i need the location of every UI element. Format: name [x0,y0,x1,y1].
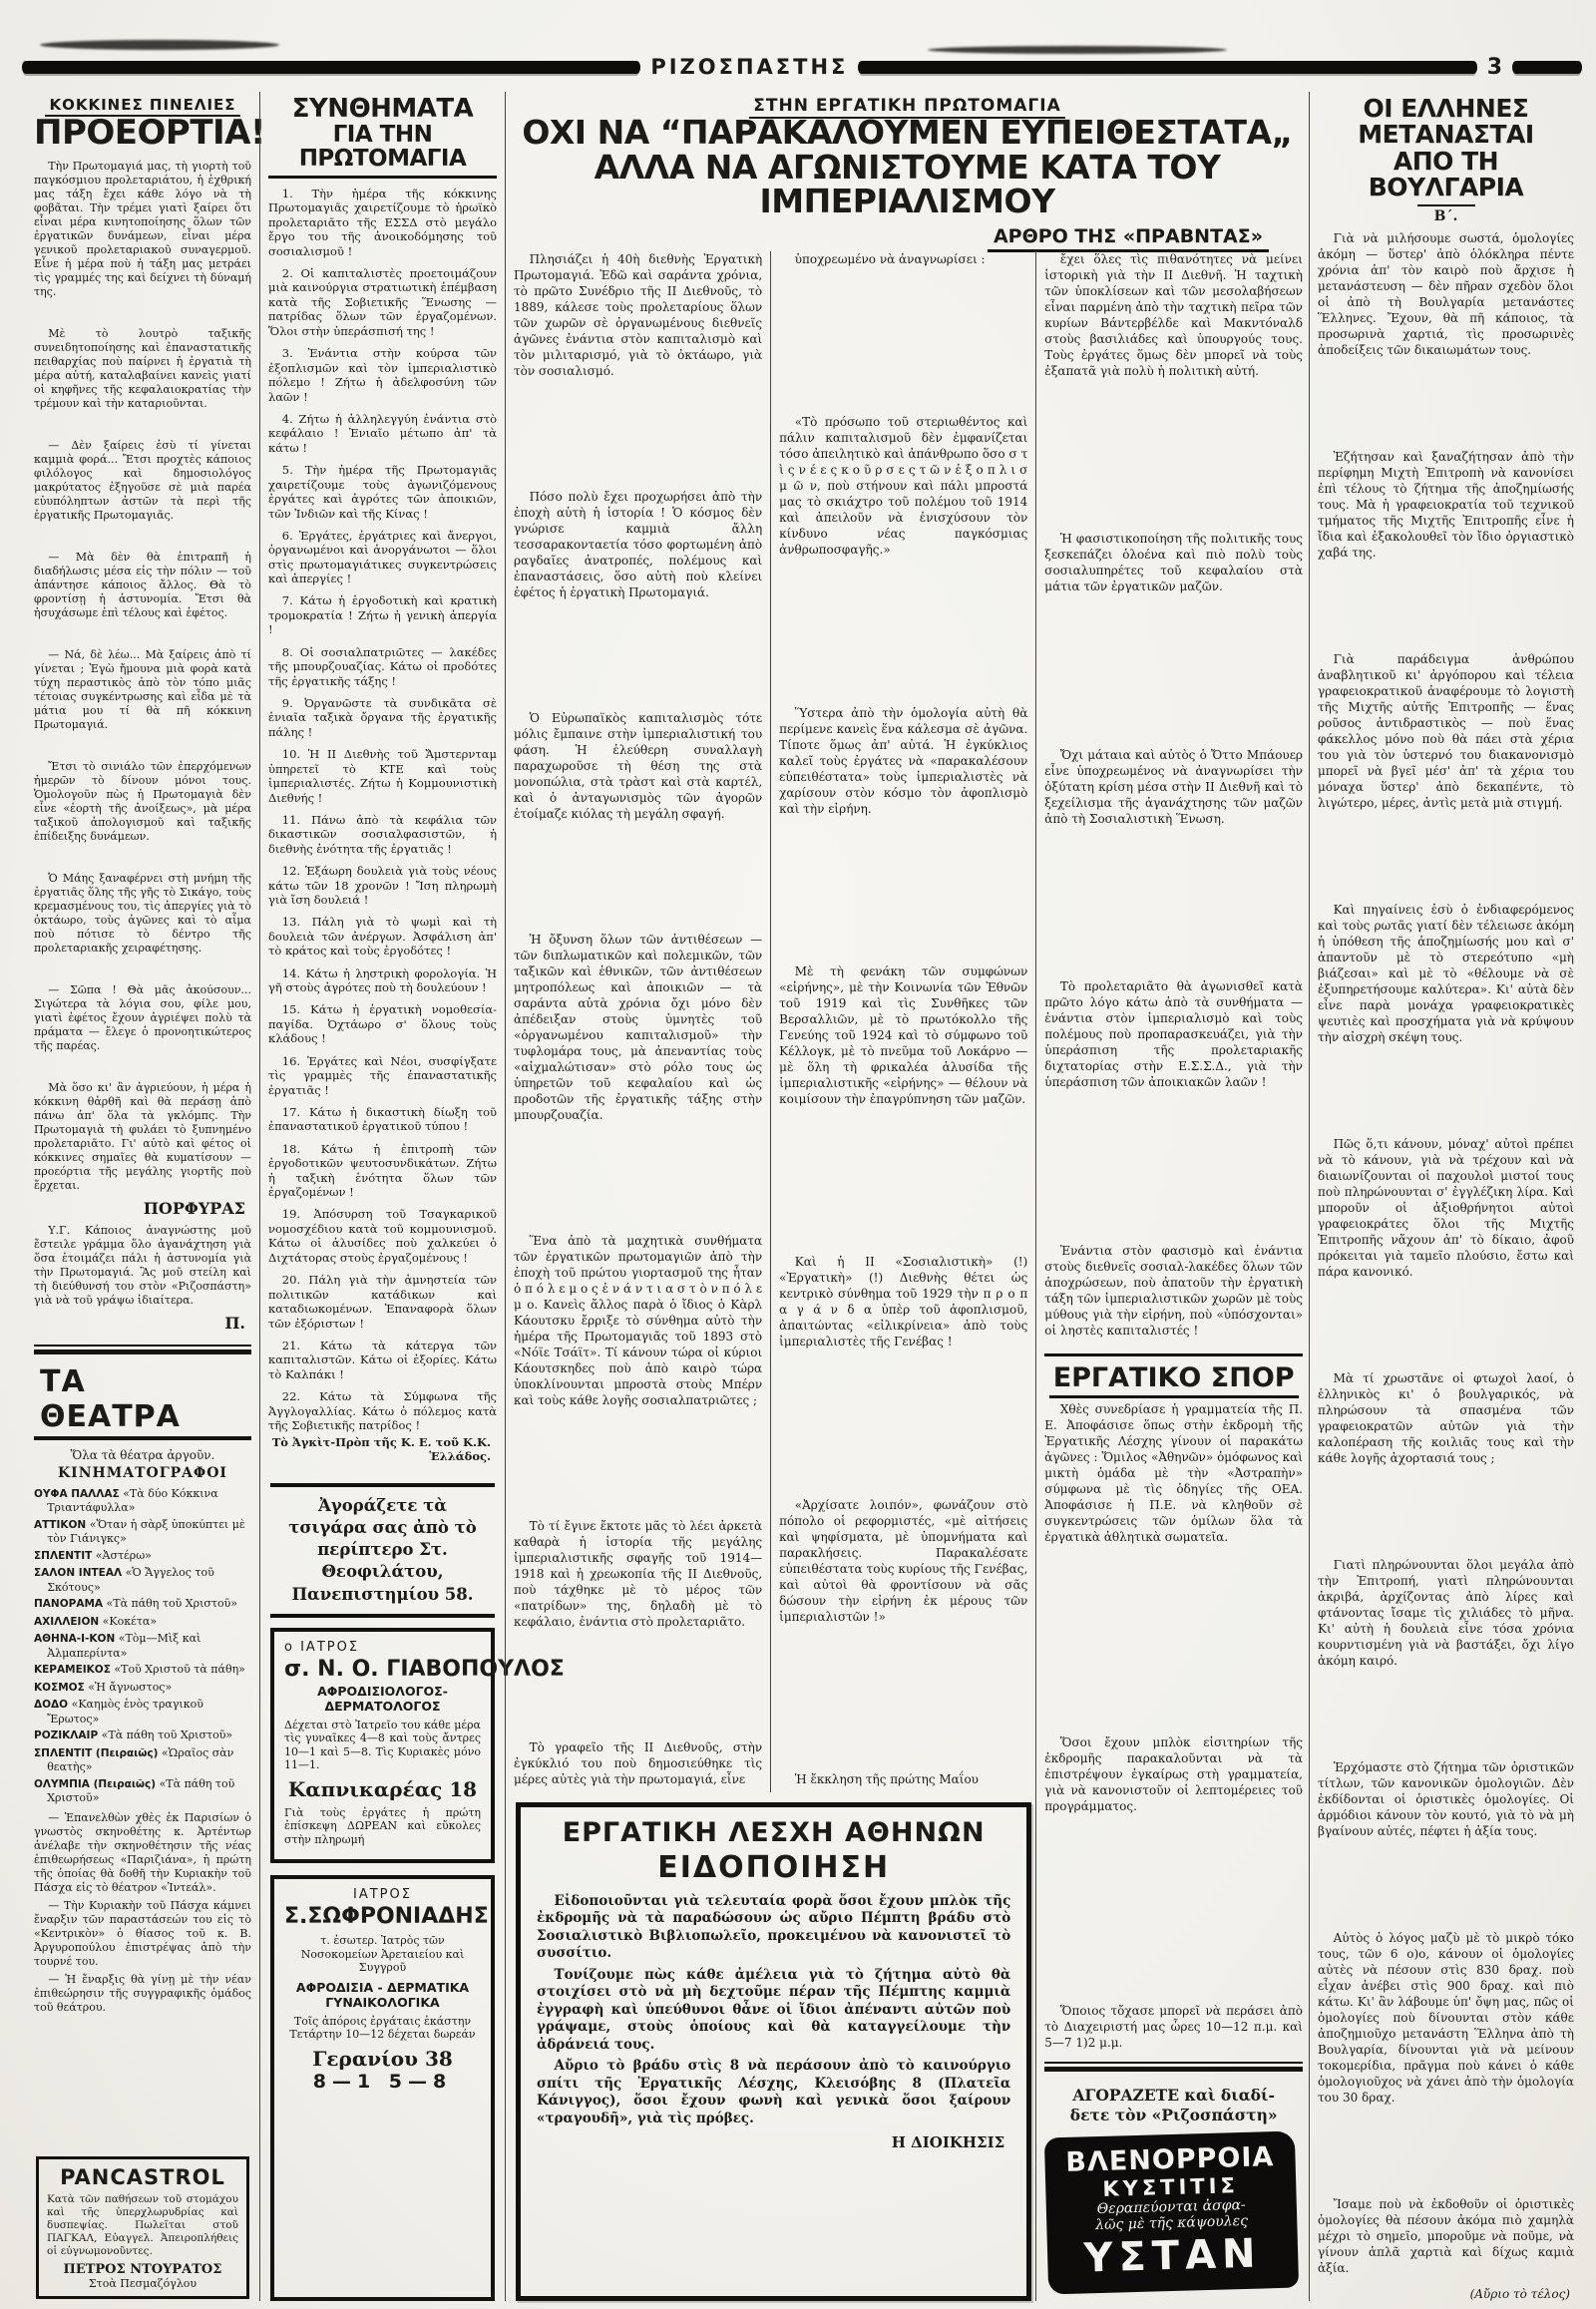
article-paragraph: Μὰ ὅσο κι' ἂν ἀγριεύουν, ἡ μέρα ἡ κόκκινη θἀρθῆ καὶ θὰ περάσῃ ἀπὸ πάνω ἀπ' ὅλα τὰ γκλόμπς. Τὴν Πρωτομαγιὰ τὴ φυλάει τὸ ξυπνημένο προλεταριᾶτο. Γι' αὐτὸ καὶ φέτος οἱ κόκκινες σημαῖες θὰ κυματίσουν — προεόρτια τῆς μεγάλης γιορτῆς ποὺ ἔρχεται. [34,1080,251,1192]
ad-line-blenorroia: ΒΛΕΝΟΡΡΟΙΑ [1065,2141,1276,2178]
ad-top-label: ο ΙΑΤΡΟΣ [284,1639,360,1655]
slogan-item: 12. Ἑξάωρη δουλειὰ γιὰ τοὺς νέους κάτω τῶν 18 χρονῶν ! Ἴση πληρωμὴ γιὰ ἴση δουλειά ! [268,864,497,908]
workers-sport-title [1044,1353,1303,1393]
article-paragraph: Ἡ ἔκκληση τῆς πρώτης Μαΐου [794,1771,979,1786]
article-part-mark: Β΄. [1417,204,1475,224]
emigrants-headline-line2: ΑΠΟ ΤΗ ΒΟΥΛΓΑΡΙΑ [1368,146,1524,201]
doctor-name: σ. Ν. Ο. ΓΙΑΒΟΠΟΥΛΟΣ [284,1656,565,1682]
main-article-right [1035,251,1309,2301]
theatre-note: — Τὴν Κυριακὴν τοῦ Πάσχα κάμνει ἔναρξιν τῶν παραστάσεών του εἰς τὸ «Κεντρικὸν» ὁ θίασος τοῦ κ. Β. Ἀργυροπούλου ἐπιστρέψας ἀπὸ τὴν τουρνέ του. [34,1898,251,1968]
article-paragraph: Καὶ ἡ ΙΙ «Σοσιαλιστικὴ» (!) «Ἐργατικὴ» (!) Διεθνὴς θέτει ὡς κεντρικὸ σύνθημα τοῦ 1929 τὴν π ρ ο π α γ ά ν δ α ὑπὲρ τοῦ ἀφοπλισμοῦ, ἀπαιτώντας «εἰλικρίνεια» ἀπὸ τοὺς ἰμπεριαλιστὲς τῆς Γενέβας ! [779,1255,1028,1349]
main-headline-line1: ΟΧΙ ΝΑ “ΠΑΡΑΚΑΛΟΥΜΕΝ ΕΥΠΕΙΘΕΣΤΑΤΑ„ [522,113,1293,152]
article-paragraph: Ὁ Μάης ξαναφέρνει στὴ μνήμη τῆς ἐργατιᾶς ὅλης τῆς γῆς τὸ Σικάγο, τοὺς κρεμασμένους του, τὶς ἀπεργίες γιὰ τὸ ὀκτάωρο, τοὺς ἀγῶνες καὶ τὸ αἷμα ποὺ πότισε τὸ δέντρο τῆς προλεταριακῆς χειραφέτησης. [34,871,251,955]
cinemas-subtitle: ΚΙΝΗΜΑΤΟΓΡΑΦΟΙ [58,1464,227,1481]
article-paragraph: Πῶς ὅ,τι κάνουν, μόναχ' αὐτοὶ πρέπει νὰ τὸ κάνουν, γιὰ νὰ τρέχουν καὶ νὰ διαιωνίζουνται οἱ παχουλοὶ μιστοί τους ποὺ πληρώνουνται σ' ἐγγλέζικη λίρα. Καὶ μποροῦν οἱ ἀξιοθρήνητοι αὐτοὶ γραφειοκράτες ὅλοι τῆς Μιχτῆς Ἐπιτροπῆς νἄχουν ἀπ' τὸ δίκαιο, ἀφοῦ πρόκειται γιὰ ταμεῖο πλούσιο, ἔστω καὶ πάρα κανονικό. [1318,1137,1574,1279]
slogan-item: 18. Κάτω ἡ ἐπιτροπὴ τῶν ἐργοδοτικῶν ψευτοσυνδικάτων. Ζήτω ἡ ταξικὴ ἑνότητα ὅλων τῶν ἐργαζομένων ! [268,1141,497,1200]
doctor-credentials: τ. ἐσωτερ. Ἰατρὸς τῶν Νοσοκομείων Ἀρεταιείου καὶ Συγγροῦ [300,1934,465,1975]
article-paragraph: Πόσο πολὺ ἔχει προχωρήσει ἀπὸ τὴν ἐποχὴ αὐτὴ ἡ ἱστορία ! Ὁ κόσμος δὲν γνώρισε καμμιὰ ἄλλη τεσσαρακονταετία τόσο φορτωμένη ἀπὸ ραγδαῖες ἀνατροπές, πολέμους καὶ ἐπαναστάσεις, ὅσο αὐτὴ ποὺ κλείνει ἐφέτος ἡ ἐργατικὴ Πρωτομαγιά. [514,489,763,599]
article-paragraph: — Σῶπα ! Θὰ μᾶς ἀκούσουν... Σιγώτερα τὰ λόγια σου, φίλε μου, γιατὶ ἐφέτος ἔχουν ἀγριέψει πολὺ τὰ πράματα — ἔλεγε ὁ προνοητικώτερος τῆς παρέας. [34,982,251,1052]
main-article-body [506,251,1309,2301]
column1-article-body [34,160,251,1197]
newspaper-title: ΡΙΖΟΣΠΑΣΤΗΣ [650,55,849,79]
notice-paragraph: Αὔριο τὸ βράδυ στὶς 8 νὰ περάσουν ἀπὸ τὸ καινούργιο σπίτι τῆς Ἐργατικῆς Λέσχης, Κλεισόβης 8 (Πλατεῖα Κάνιγγος), ὅσοι ἔχουν φωνὴ καὶ γενικὰ ὅσοι ξαίρουν «τραγουδῆ», γιὰ τὶς πρόβες. [537,2058,1011,2126]
article-paragraph: Ἐνάντια στὸν φασισμὸ καὶ ἐνάντια στοὺς διεθνεῖς σοσιαλ-λακέδες ὅλων τῶν ἀποχρώσεων, ποὺ ἀπατοῦν τὴν ἐργατικὴ τάξη τῶν ἰμπεριαλιστικῶν χωρῶν μὲ τοὺς μύθους γιὰ τὴν εἰρήνη, ποὺ «ὑπόσχονται» οἱ ληστὲς καπιταλιστές ! [1044,1243,1303,1338]
theatre-note: — Ἡ ἔναρξις θὰ γίνῃ μὲ τὴν νέαν ἐπιθεώρησιν τῆς συγγραφικῆς ὁμάδος τοῦ θεάτρου. [34,1972,251,2014]
slogan-item: 4. Ζήτω ἡ ἀλληλεγγύη ἐνάντια στὸ κεφάλαιο ! Ἑνιαῖο μέτωπο ἀπ' τὰ κάτω ! [268,411,497,455]
article-paragraph: Τὴν Πρωτομαγιά μας, τὴ γιορτὴ τοῦ παγκόσμιου προλεταριάτου, ἡ ἐχθρική μας τάξη ἔχει κάθε λόγο νὰ τὴ φοβᾶται. Τὴν τρέμει γιατὶ ξαίρει ὅτι εἶναι μέρα κινητοποίησης ὅλων τῶν ἐργατικῶν δυνάμεων, εἶναι μέρα γενικοῦ προλεταριακοῦ συναγερμοῦ. Εἶνε ἡ μέρα ποὺ ἡ τάξη μας μετράει τὶς γραμμές της καὶ δείχνει τὴ δύναμή της. [34,159,251,298]
column1-postscript [34,1224,251,1312]
buy-note-line2: δετε τὸν «Ριζοσπάστη» [1069,2105,1278,2124]
article-paragraph: ἔχει ὅλες τὶς πιθανότητες νὰ μείνει ἱστορικὴ γιὰ τὴν ΙΙ Διεθνῆ. Ἡ ταχτικὴ τῶν ὑποκλίσεων καὶ τῶν μεσολαβήσεων εἶναι παρμένη ἀπὸ τὴν ταχτικὴ πεῖρα τῶν κυρίων Βάντερβέλδε καὶ Μακντόναλδ στοὺς βασιλιάδες καὶ ὑπουργούς τους. Τοὺς ἐργάτες ὅμως δὲν μπορεῖ νὰ τοὺς ἐξαπατᾶ γιὰ πολὺ ἡ πολιτικὴ αὐτή. [1044,251,1303,378]
slogan-item: 6. Ἐργάτες, ἐργάτριες καὶ ἄνεργοι, ὀργανωμένοι καὶ ἀνοργάνωτοι — ὅλοι στὶς πρωτομαγιάτικες συγκεντρώσεις καὶ ἀπεργίες ! [268,528,497,586]
sport-paragraph: Ὅποιος τὄχασε μπορεῖ νὰ περάσει ἀπὸ τὸ Διαχειριστή μας ὧρες 10—12 π.μ. καὶ 5—7 1)2 μ.μ. [1044,2004,1303,2051]
ystan-brand: ΥΣΤΑΝ [1083,2230,1263,2282]
article-paragraph: Ὕστερα ἀπὸ τὴν ὁμολογία αὐτὴ θὰ περίμενε κανεὶς ἕνα κάλεσμα σὲ ἀγῶνα. Τίποτε ὅμως ἀπ' αὐτά. Ἡ ἐγκύκλιος καλεῖ τοὺς ἐργάτες νὰ «παρακαλέσουν εὐπειθέστατα» τοὺς ἰμπεριαλιστὲς νὰ χαρίσουν στὸν κόσμο τὸν ἀφοπλισμὸ καὶ τὴν εἰρήνη. [779,705,1028,816]
article-paragraph: Ἴσαμε ποὺ νὰ ἐκδοθοῦν οἱ ὁριστικὲς ὁμολογίες θὰ πέσουν ἀκόμα πιὸ χαμηλὰ μέχρι τὸ σημεῖο, μποροῦμε νὰ ποῦμε, νὰ γίνουν ἁπλᾶ χαρτιὰ καὶ δίχως καμιὰ ἀξία. [1318,2197,1574,2275]
slogan-item: 17. Κάτω ἡ δικαστικὴ δίωξη τοῦ ἐπαναστατικοῦ ἐργατικοῦ τύπου ! [268,1104,497,1134]
postscript-signature: Π. [224,1313,245,1333]
slogans-list [268,187,497,1433]
slogan-item: 20. Πάλη γιὰ τὴν ἀμνηστεία τῶν πολιτικῶν κατάδικων καὶ καταδιωκομένων. Ἐπαναφορὰ ὅλων τῶν ἐξόριστων ! [268,1273,497,1331]
masthead-rule [1512,61,1582,74]
page-number: 3 [1486,54,1503,80]
article-columns-ab [506,251,1035,1792]
slogans-signature: Τὸ Ἀγκὶτ-Πρὸπ τῆς Κ. Ε. τοῦ Κ.Κ. Ἑλλάδος. [271,1434,491,1463]
theatre-note: — Ἐπανελθὼν χθὲς ἐκ Παρισίων ὁ γνωστὸς σκηνοθέτης κ. Ἀρτέντωρ ἀνέλαβε τὴν σκηνοθέτησιν τῆς νέας ἐπιθεωρήσεως «Παριζιάνα», ἡ πρώτη τῆς ὁποίας θὰ δοθῆ τὴν Κυριακὴν τοῦ Πάσχα εἰς τὸ θέατρον «Ἰντεάλ». [34,1810,251,1894]
main-article-section [505,92,1309,2301]
notice-subtitle: ΕΙΔΟΠΟΙΗΣΗ [657,1849,891,1885]
slogan-item: 2. Οἱ καπιταλιστὲς προετοιμάζουν μιὰ καινούργια στρατιωτικὴ ἐπέμβαση κατὰ τῆς Σοβιετικῆς Ἕνωσης — πατρίδας ὅλων τῶν ἐργαζομένων. Ὅλοι στὴν ὑπεράσπισή της ! [268,265,497,338]
article-paragraph: Ὄχι μάταια καὶ αὐτὸς ὁ Ὄττο Μπάουερ εἶνε ὑποχρεωμένος νὰ ἀναγνωρίσει τὴν ὀξύτατη κρίση μέσα στὴν ΙΙ Διεθνῆ καὶ τὸ ξεχείλισμα τῆς ἀγανάχτησης τῶν μαζῶν ἀπὸ τὴ Σοσιαλιστικὴ Ἕνωση. [1044,747,1303,826]
pancastrol-body: Κατὰ τῶν παθήσεων τοῦ στομάχου καὶ τῆς ὑπερχλωρυδρίας καὶ δυσπεψίας. Πωλεῖται στοῦ ΠΑΓΚΑΛ, Εὐαγγελ. Ἀπειροπλήθεις οἱ εὐγνωμονοῦντες. [47,2193,238,2257]
article-paragraph: Γιατὶ πληρώνουνται ὅλοι μεγάλα ἀπὸ τὴν Ἐπιτροπή, γιατὶ πληρώνουνται ἀκριβά, ἀρχίζοντας ἀπὸ λίρες καὶ φτάνοντας ἴσαμε τὶς χιλιάδες τὸ μῆνα. Κι' αὐτὴ ἡ δουλειὰ εἶνε τόσα χρόνια κουρντισμένη γιὰ νὰ βαστάξει, ὄχι λίγο ἀκόμη καιρό. [1318,1558,1574,1668]
article-paragraph: ὑποχρεωμένο νὰ ἀναγνωρίσει : [794,251,986,266]
sport-paragraph: Ὅσοι ἔχουν μπλὸκ εἰσιτηρίων τῆς ἐκδρομῆς παρακαλοῦνται νὰ τὰ ἐπιστρέψουν ἐγκαίρως στὴ γραμματεία, γιὰ νὰ κανονιστοῦν οἱ λεπτομέρειες τοῦ προγράμματος. [1044,1734,1303,1813]
emigrants-article-body [1318,230,1574,2281]
article-paragraph: Ἐρχόμαστε στὸ ζήτημα τῶν ὁριστικῶν τίτλων, τῶν κανονικῶν ὁμολογιῶν. Δὲν ἐκδίδονται οἱ ὁριστικὲς ὁμολογίες. Οἱ ἁρμόδιοι κάνουν τὸν κουτό, γιὰ τὸ νὰ μὴ βγαίνουν αὐτές, πέφτει ἡ ἀξία τους. [1318,1760,1574,1838]
cinema-listing: ΣΑΛΟΝ ΙΝΤΕΑΛ «Ὁ Ἄγγελος τοῦ Σκότους» [34,1566,214,1594]
notice-signature: Η ΔΙΟΙΚΗΣΙΣ [891,2133,1005,2152]
cinema-listing: ΟΥΦΑ ΠΑΛΛΑΣ «Τὰ δύο Κόκκινα Τριαντάφυλλα» [34,1486,218,1515]
column1-headline: ΠΡΟΕΟΡΤΙΑ! [34,113,265,153]
notice-title: ΕΡΓΑΤΙΚΗ ΛΕΣΧΗ ΑΘΗΝΩΝ [562,1816,986,1848]
ad-line-cure1: Θεραπεύονται ἀσφα- [1096,2196,1247,2218]
pancastrol-address: Στοὰ Πεσμαζόγλου [88,2277,198,2290]
section-divider [1044,2062,1303,2072]
notice-body [537,1893,1010,2132]
doctor-specialty: ΑΦΡΟΔΙΣΙΟΛΟΓΟΣ-ΔΕΡΜΑΤΟΛΟΓΟΣ [317,1683,448,1714]
article-paragraph: Τὸ προλεταριᾶτο θὰ ἀγωνισθεῖ κατὰ πρῶτο λόγο κάτω ἀπὸ τὰ συνθήματα — ἐνάντια στὸν ἰμπεριαλισμὸ καὶ τοὺς πολέμους ποὺ προπαρασκευάζει, γιὰ τὴν ὑπεράσπιση τῆς προλεταριακῆς διχτατορίας στὴν Ε.Σ.Σ.Δ., γιὰ τὴν ὑπεράσπιση τῶν ἀποικιακῶν λαῶν ! [1044,979,1303,1090]
main-article-header [506,96,1309,251]
slogan-item: 9. Ὀργανῶστε τὰ συνδικᾶτα σὲ ἑνιαῖα ταξικὰ ὄργανα τῆς ἐργατικῆς πάλης ! [268,695,497,739]
pancastrol-brand: PANCASTROL [60,2165,225,2189]
buy-rizospastis-note [1044,2086,1303,2124]
article-paragraph: — Μὰ δὲν θὰ ἐπιτραπῆ ἡ διαδήλωσις μέσα εἰς τὴν πόλιν — τοῦ ἀπάντησε κάποιος ἄλλος. Θὰ τὸ φροντίσῃ ἡ ἀστυνομία. Ἔτσι θὰ ἡσυχάσωμε ἐπὶ τέλους καὶ ἐφέτος. [34,550,251,619]
doctor-note: Τοῖς ἀπόροις ἐργάταις ἑκάστην Τετάρτην 10—12 δέχεται δωρεάν [289,2014,476,2042]
doctor-note: Γιὰ τοὺς ἐργάτες ἡ πρώτη ἐπίσκεψη ΔΩΡΕΑΝ καὶ εὔκολες στὴν πληρωμή [284,1805,481,1846]
cinema-listing: ΟΛΥΜΠΙΑ (Πειραιῶς) «Τὰ πάθη τοῦ Χριστοῦ» [34,1776,235,1805]
theatres-title: ΤΑ ΘΕΑΤΡΑ [34,1364,251,1440]
giavopoulos-doctor-ad [270,1628,565,1864]
column-red-brushstrokes [26,92,265,2301]
article-paragraph: Ὁ Εὐρωπαϊκὸς καπιταλισμὸς τότε μόλις ἔμπαινε στὴν ἰμπεριαλιστική του φάση. Ἡ ἐλεύθερη συναλλαγὴ παραχωροῦσε τὴ θέση της στὰ μονοπώλια, στὰ τρὰστ καὶ στὰ καρτέλ, καὶ ὁ ἀνταγωνισμὸς τῶν ἀγορῶν ἑτοίμαζε κιόλας τὴ μεγάλη σφαγή. [514,710,763,821]
article-paragraph: Ἡ φασιστικοποίηση τῆς πολιτικῆς τους ξεσκεπάζει ὁλοένα καὶ πιὸ πολὺ τοὺς σοσιαλυπηρέτες τοῦ κεφαλαίου στὰ μάτια τῶν ἐργατικῶν μαζῶν. [1044,532,1303,594]
doctor-hours: Δέχεται στὸ Ἰατρεῖο του κάθε μέρα τὶς γυναῖκες 4—8 καὶ τοὺς ἄντρες 10—1 καὶ 5—8. Τὶς Κυριακὲς μόνο 11—1. [284,1718,481,1772]
slogan-item: 7. Κάτω ἡ ἐργοδοτικὴ καὶ κρατικὴ τρομοκρατία ! Ζήτω ἡ γενικὴ ἀπεργία ! [268,593,497,637]
column-greek-emigrants [1309,92,1582,2301]
doctor-hours: 8—1 5—8 [312,2070,453,2093]
ad-line-cure2: λῶς μὲ τῆς κάψουλες [1095,2212,1249,2234]
theatres-section [34,1360,251,2019]
doctor-specialty: ΑΦΡΟΔΙΣΙΑ - ΔΕΡΜΑΤΙΚΑ [295,1979,470,1995]
subhead-text: ΑΡΘΡΟ ΤΗΣ «ΠΡΑΒΝΤΑΣ» [988,225,1269,252]
ystan-capsules-ad [1044,2131,1299,2295]
masthead-rule [858,61,1476,74]
column1-kicker [34,96,251,114]
slogan-item: 10. Ἡ ΙΙ Διεθνὴς τοῦ Ἄμστερνταμ ὑπηρετεῖ τὸ ΚΤΕ καὶ τοὺς ἰμπεριαλιστές. Ζήτω ἡ Κομμουνιστικὴ Διεθνής ! [268,747,497,805]
theatres-status: Ὅλα τὰ θέατρα ἀργοῦν. [70,1447,215,1462]
article-paragraph: Πλησιάζει ἡ 40ὴ διεθνὴς Ἐργατικὴ Πρωτομαγιά. Ἐδῶ καὶ σαράντα χρόνια, τὸ πρῶτο Συνέδριο τῆς ΙΙ Διεθνοῦς, τὸ 1889, κάλεσε τοὺς προλεταρίους ὅλων τῶν χωρῶν σὲ ὀργανωμένους διεθνεῖς ἀγῶνες ἐνάντια στὸν καπιταλισμὸ καὶ τὸν μιλιταρισμό, γιὰ τὸ ὀκτάωρο, γιὰ τὸν σοσιαλισμό. [514,251,763,378]
cinema-listings [34,1487,251,1805]
main-article-subhead [506,225,1309,247]
kicker-text: ΚΟΚΚΙΝΕΣ ΠΙΝΕΛΙΕΣ [45,96,239,117]
ink-smear [40,40,279,50]
article-paragraph: Μὲ τὸ λουτρὸ ταξικῆς συνειδητοποίησης καὶ ἐπαναστατικῆς πειθαρχίας ποὺ παίρνει ἡ ἐργατιὰ τὴ μέρα αὐτή, καταλαβαίνει κανεὶς γιατί οἱ κηφῆνες τῆς κεφαλαιοκρατίας τὴν τρέμουν καὶ τὴν καταριοῦνται. [34,326,251,410]
theatre-notes [34,1811,251,2019]
article-paragraph: Ἡ ὄξυνση ὅλων τῶν ἀντιθέσεων — τῶν διπλωματικῶν καὶ πολεμικῶν, τῶν ταξικῶν καὶ ἐθνικῶν, τῶν ἀντιθέσεων μητροπόλεως καὶ ἀποικιῶν — τὰ σαράντα αὐτὰ χρόνια ὄχι μόνο δὲν ἀπέδειξαν στοὺς ὑμνητὲς τοῦ «ὀργανωμένου καπιταλισμοῦ» τὴν τυφλομάρα τους, μὰ ἀπεναντίας τοὺς «αἰχμαλώτισαν» στὸ ρόλο τους ὡς ὑπηρετῶν τοῦ κεφαλαίου καὶ ὡς προδοτῶν τῆς ἐργατικῆς τάξης στὴν μπουρζουαζία. [514,932,763,1122]
slogan-item: 19. Ἀπόσυρση τοῦ Τσαγκαρικοῦ νομοσχέδιου κατὰ τοῦ κομμουνισμοῦ. Κάτω οἱ ἁλυσίδες ποὺ χαλκεύει ὁ Διχτάτορας στοὺς ἐργαζομένους ! [268,1207,497,1265]
main-article-left [506,251,1035,2301]
article-column-a [506,251,770,1792]
sport-paragraph: Χθὲς συνεδρίασε ἡ γραμματεία τῆς Π. Ε. Ἀποφάσισε ὅπως στὴν ἐκδρομὴ τῆς Ἐργατικῆς Λέσχης γίνουν οἱ παρακάτω ἀγῶνες : Ὅμιλος «Ἀθηνῶν» ὁμόφωνος καὶ μικτὴ ὁμάδα μὲ τὴν «Ἀστραπὴν» σύμφωνα μὲ τὶς ὁδηγίες τῆς ΟΕΑ. Ἀποφάσισε ἡ Π.Ε. νὰ κληθοῦν σὲ συγκεντρώσεις τῶν ὁμίλων ὅλα τὰ ἐργατικὰ ἀθλητικὰ σωματεῖα. [1044,1401,1303,1544]
article-paragraph: Καὶ πηγαίνεις ἐσὺ ὁ ἐνδιαφερόμενος καὶ τοὺς ρωτᾶς γιατί δὲν τέλειωσε ἀκόμη ἡ ὑπόθεση τῆς ἀποζημίωσής μου καὶ σ' ἀπαντοῦν μὲ τὸ στερεότυπο «μὴ βιάζεσαι» καὶ μὲ τὸ «θέλουμε νὰ σὲ ἐξυπηρετήσουμε καλύτερα». Κι' αὐτὰ δὲν εἶνε παρὰ μονάχα γραφειοκρατικὲς ψευτιὲς καὶ προσχήματα γιὰ νὰ κρύψουν τὴν αἰσχρὴ σκέψη τους. [1318,903,1574,1044]
doctor-name: Σ.ΣΩΦΡΟΝΙΑΔΗΣ [284,1904,489,1930]
article-paragraph: — Δὲν ξαίρεις ἐσὺ τί γίνεται καμμιὰ φορά... Ἔτσι προχτὲς κάποιος φιλόλογος καὶ δημοσιολόγος μακρύτατος ἐξηγοῦσε σὲ μιὰ παρέα εὐυπόληπτων ἀστῶν τὰ περὶ τῆς ἐργατικῆς Πρωτομαγιᾶς. [34,438,251,522]
title-text: ΕΡΓΑΤΙΚΟ ΣΠΟΡ [1049,1362,1299,1398]
cinema-listing: ΔΟΔΟ «Καημὸς ἑνὸς τραγικοῦ Ἔρωτος» [34,1698,203,1726]
notice-paragraph: Τονίζουμε πὼς κάθε ἀμέλεια γιὰ τὸ ζήτημα αὐτὸ θὰ στοιχίσει στὸ νὰ μὴ δεχτοῦμε πέραν τῆς Πέμπτης καμμιὰ ἐγγραφὴ καὶ ὑπεύθυνοι θἆνε οἱ ἴδιοι ἀπέναντι αὐτῶν ποὺ γράψαμε, στοὺς ὁποίους καὶ θὰ καταγγείλουμε τὴν ἀδράνειά τους. [537,1966,1011,2053]
doctor-address: Καπνικαρέας 18 [287,1776,478,1801]
cinema-listing: ΑΧΙΛΛΕΙΟΝ «Κοκέτα» [34,1614,158,1628]
article-paragraph: Γιὰ νὰ μιλήσουμε σωστά, ὁμολογίες ἀκόμη — ὕστερ' ἀπὸ ὁλόκληρα πέντε χρόνια ἀπ' τὸν καιρὸ ποὺ ἄρχισε ἡ μετανάστευση — δὲν πῆραν σχεδὸν ὅλοι οἱ ἀπὸ τὴ Βουλγαρία μετανάστες Ἕλληνες. Ἔχουν, θὰ πῆ κάποιος, τὰ προσωρινὰ χαρτιά, τὶς προσωρινὲς ἀποδείξεις τῶν δικαιωμάτων τους. [1318,231,1574,357]
article-paragraph: Ἕνα ἀπὸ τὰ μαχητικὰ συνθήματα τῶν ἐργατικῶν πρωτομαγιῶν ἀπὸ τὴν ἐποχὴ τοῦ πρώτου γιορτασμοῦ της ἦταν ὁ π ό λ ε μ ο ς ἐ ν ά ν τ ι α σ τ ὸ ν π ό λ ε μ ο. Κανεὶς ἄλλος παρὰ ὁ ἴδιος ὁ Κὰρλ Κάουτσκυ ἔρριξε τὸ σύνθημα αὐτὸ τὴν ἡμέρα τῆς Πρωτομαγιᾶς τοῦ 1893 στὸ «Νόϊε Τσάϊτ». Τί κάνουν τώρα οἱ κύριοι Κάουτσκηδες ποὺ ἀπὸ καιρὸ τώρα ὑποκλίνουνται μπροστὰ στοὺς Μπέρν καὶ τοὺς κάθε λογῆς σοσιαλπατριῶτες ; [514,1233,763,1407]
emigrants-headline-line1: ΟΙ ΕΛΛΗΝΕΣ ΜΕΤΑΝΑΣΤΑΙ [1358,94,1534,150]
column-mayday-slogans [259,92,565,2301]
workers-sport-body [1044,1401,1303,2056]
article-paragraph: Μὲ τὴ φενάκη τῶν συμφώνων «εἰρήνης», μὲ τὴν Κοινωνία τῶν Ἐθνῶν τοῦ 1919 καὶ τὶς Συνθῆκες τῶν Βερσαλλιῶν, μὲ τὸ πρωτόκολλο τῆς Γενεύης τοῦ 1924 καὶ τὸ σύμφωνο τοῦ Κέλλογκ, μὲ τὸ πνεῦμα τοῦ Λοκάρνο — μὲ ὅλη τὴ φρικαλέα ἁλυσίδα τῆς ἰμπεριαλιστικῆς «εἰρήνης» — θέλουν νὰ κοιμίσουν τὴν ἐπαγρύπνηση τῶν μαζῶν. [779,963,1028,1106]
to-be-continued-note: (Αὔριο τὸ τέλος) [1469,2287,1570,2301]
article-paragraph: Τὸ γραφεῖο τῆς ΙΙ Διεθνοῦς, στὴν ἐγκύκλιό του ποὺ δημοσιεύθηκε τὶς μέρες αὐτὲς γιὰ τὴν πρωτομαγιά, εἶνε [514,1739,763,1786]
page-columns [26,92,1582,2301]
slogan-item: 1. Τὴν ἡμέρα τῆς κόκκινης Πρωτομαγιᾶς χαιρετίζουμε τὸ ἡρωϊκὸ προλεταριᾶτο τῆς ΕΣΣΔ στὸ μεγάλο ἔργο του τῆς ἀνοικοδόμησης τοῦ σοσιαλισμοῦ ! [268,186,497,258]
kiosk-cigarettes-ad: Ἀγοράζετε τὰ τσιγάρα σας ἀπὸ τὸ περίπτερο Στ. Θεοφιλάτου, Πανεπιστημίου 58. [270,1483,495,1618]
slogan-item: 14. Κάτω ἡ ληστρικὴ φορολογία. Ἡ γῆ στοὺς ἀγρότες ποὺ τὴ δουλεύουν ! [268,965,497,995]
article-paragraph: Αὐτὸς ὁ λόγος μαζὺ μὲ τὸ μικρὸ τόκο τους, τῶν 6 ο)ο, κάνουν οἱ ὁμολογίες αὐτὲς νὰ πέσουν στὶς 830 δραχ. ποὺ εἶχαν ἀνέβει στὶς 900 δραχ. καὶ πιὸ κάτω. Κι' ἂν λάβουμε ὑπ' ὄψη μας, πῶς οἱ ὁμολογίες ποὺ δίνουνται στὸν κάθε ἀποζημιοῦχο μετανάστη Ἕλληνα ἀπὸ τὴ Βουλγαρία, δίνουνται γιὰ νὰ μείνουν τοκομερίδια, πρᾶγμα ποὺ κάνει ὁ κάθε ὁμολογιοῦχος νὰ χάνει ἀπὸ τὴν ὁμολογία του 30 δραχ. [1318,1931,1574,2105]
slogan-item: 16. Ἐργάτες καὶ Νέοι, συσφίγξατε τὶς γραμμὲς τῆς ἐπαναστατικῆς ἐργατιᾶς ! [268,1053,497,1097]
article-paragraph: Ἔτσι τὸ σινιάλο τῶν ἐπερχόμενων ἡμερῶν τὸ δίνουν μόνοι τους. Ὁμολογοῦν πὼς ἡ Πρωτομαγιὰ δὲν εἶνε «ἑορτὴ τῆς ἀνοίξεως», μὰ μέρα ταξικοῦ ἀπολογισμοῦ καὶ ταξικῆς ἐπίδειξης δυνάμεων. [34,759,251,843]
doctor-specialty: ΓΥΝΑΙΚΟΛΟΓΙΚΑ [325,1994,440,2010]
buy-note-line1: ΑΓΟΡΑΖΕΤΕ καὶ διαδί- [1072,2086,1275,2106]
cinema-listing: ΑΘΗΝΑ-Ι-ΚΟΝ «Τὸμ—Μὶξ καὶ Ἀλμαπερίντα» [34,1632,201,1660]
slogan-item: 22. Κάτω τὰ Σύμφωνα τῆς Ἀγγλογαλλίας. Κάτω ὁ πόλεμος κατὰ τῆς Σοβιετικῆς πατρίδος ! [268,1389,497,1432]
slogans-headline-line2: ΓΙΑ ΤΗΝ ΠΡΩΤΟΜΑΓΙΑ [268,123,497,178]
article-paragraph: «Ἀρχίσατε λοιπόν», φωνάζουν στὸ πόπολο οἱ ρεφορμιστές, «μὲ αἰτήσεις καὶ ψηφίσματα, μὲ ὑπομνήματα καὶ παρακλήσεις. Παρακαλέσατε εὐπειθέστατα τοὺς κυρίους τῆς Γενέβας, καὶ αὐτοὶ θὰ φροντίσουν νὰ σᾶς δώσουν τὴν εἰρήνη ἐκ μέρους τῶν ἰμπεριαλιστῶν !» [779,1497,1028,1624]
article-paragraph: Τὸ τί ἔγινε ἔκτοτε μᾶς τὸ λέει ἀρκετὰ καθαρὰ ἡ ἱστορία τῆς μεγάλης ἰμπεριαλιστικῆς σφαγῆς τοῦ 1914—1918 καὶ ἡ χρεωκοπία τῆς ΙΙ Διεθνοῦς, ποὺ τάχθηκε μὲ τὸ μέρος τῶν «πατρίδων» της, δηλαδὴ μὲ τὸ κεφάλαιο, ἐνάντια στὸ προλεταριᾶτο. [514,1518,763,1629]
cinema-listing: ΣΠΛΕΝΤΙΤ (Πειραιῶς) «Ὡραῖος σὰν θεατὴς» [34,1745,234,1774]
ad-line-kystitis: ΚΥΣΤΙΤΙΣ [1102,2173,1240,2201]
postscript-paragraph: Υ.Γ. Κάποιος ἀναγνώστης μοῦ ἔστειλε γράμμα ὅλο ἀγανάχτηση γιὰ ὅσα ἑτοιμάζει πάλι ἡ ἀστυνομία γιὰ τὴν Πρωτομαγιά. Ἂς μοῦ στείλη καὶ τὴ διεύθυνσή του στὸν «Ριζοσπάστη» γιὰ νὰ τοῦ γράψω ἰδιαίτερα. [34,1223,251,1307]
slogan-item: 15. Κάτω ἡ ἐργατικὴ νομοθεσία-παγίδα. Ὀχτάωρο σ' ὅλους τοὺς κλάδους ! [268,1002,497,1046]
article-paragraph: Μὰ τί χρωστᾶνε οἱ φτωχοὶ λαοί, ὁ ἑλληνικὸς κι' ὁ βουλγαρικός, νὰ πληρώσουν τὰ σπασμένα τῶν γραφειοκρατῶν αὐτῶν γιὰ τὴν καλοπέραση τῆς κοιλιᾶς τους καὶ τὴν κάθε λογῆς ἀχορτασιά τους ; [1318,1371,1574,1465]
article-paragraph: «Τὸ πρόσωπο τοῦ στεριωθέντος καὶ πάλιν καπιταλισμοῦ δὲν ἐμφανίζεται τόσο ἀπειλητικὸ καὶ ἀπάνθρωπο ὅσο σ τ ὶ ς ν έ ε ς κ ο ῦ ρ σ ε ς τ ῶ ν ἐ ξ ο π λ ι σ μ ῶ ν, ποὺ στήνουν καὶ πάλι μπροστά μας τὸ σκιάχτρο τοῦ πολέμου τοῦ 1914 καὶ ἀπειλοῦν νὰ ἐνισχύσουν τὸν κίνδυνο νέας παγκόσμιας ἀνθρωποσφαγῆς.» [779,415,1028,558]
slogans-headline-line1: ΣΥΝΘΗΜΑΤΑ [291,94,474,124]
article-paragraph: Γιὰ παράδειγμα ἀνθρώπου ἀναβλητικοῦ κι' ἀργόπορου καὶ τέλεια γραφειοκρατικοῦ ἀναφέρουμε τὸ λογιστὴ τῆς Μιχτῆς αὐτῆς Ἐπιτροπῆς — ἕνας ροῦσος ἀντιδραστικὸς — ποὺ ἕνας φάκελλος μόνο ποὺ θὰ πάει στὰ χέρια του γιὰ τὸν ὑστερνό του διακανονισμὸ μπορεῖ νὰ βγεῖ μέσ' ἀπ' τὰ χέρια του μόναχα ὕστερ' ἀπὸ δεκαπέντε, τὸ λιγώτερο, μέρες, ἀντὶς μετὰ μιὰ στιγμή. [1318,652,1574,810]
cinema-listing: ΣΠΛΕΝΤΙΤ «Ἀστέρω» [34,1548,152,1562]
ad-top-label: ΙΑΤΡΟΣ [353,1887,412,1903]
pancastrol-ad [36,2156,249,2299]
cinema-listing: ΠΑΝΟΡΑΜΑ «Τὰ πάθη τοῦ Χριστοῦ» [34,1597,238,1611]
column1-signature: ΠΟΡΦΥΡΑΣ [143,1198,245,1218]
article-paragraph: Ἐζήτησαν καὶ ξαναζήτησαν ἀπὸ τὴν περίφημη Μιχτὴ Ἐπιτροπὴ νὰ κανονίσει ἐπὶ τέλους τὸ ζήτημα τῆς ἀποζημίωσής τους. Μὰ ἡ γραφειοκρατία τοῦ τεχνικοῦ τμήματος τῆς Μιχτῆς Ἐπιτροπῆς εἶνε ἡ ἴδια καὶ ἐξακολουθεῖ τὸν ἴδιο ὀργιαστικὸ χαβά της. [1318,450,1574,560]
cinema-listing: ΚΕΡΑΜΕΙΚΟΣ «Τοῦ Χριστοῦ τὰ πάθη» [34,1663,245,1677]
masthead [22,50,1582,84]
masthead-rule [22,61,640,74]
article-column-b [770,251,1035,1792]
slogan-item: 13. Πάλη γιὰ τὸ ψωμὶ καὶ τὴ δουλειὰ τῶν ἀνέργων. Ἀσφάλιση ἀπ' τὸ κράτος καὶ τοὺς ἐργοδότες ! [268,915,497,959]
article-column-c [1044,251,1303,1344]
slogan-item: 11. Πάνω ἀπὸ τὰ κεφάλια τῶν δικαστικῶν σοσιαλφασιστῶν, ἡ διεθνὴς ἑνότητα τῆς ἐργατιᾶς ! [268,812,497,856]
slogan-item: 5. Τὴν ἡμέρα τῆς Πρωτομαγιᾶς χαιρετίζουμε τοὺς ἀγωνιζόμενους ἐργάτες καὶ ἀγρότες τῶν ἀποικιῶν, τῶν Ἰνδιῶν καὶ τῆς Κίνας ! [268,463,497,521]
kicker-text: ΣΤΗΝ ΕΡΓΑΤΙΚΗ ΠΡΩΤΟΜΑΓΙΑ [749,96,1064,119]
sofroniadis-doctor-ad [270,1875,495,2301]
notice-paragraph: Εἰδοποιοῦνται γιὰ τελευταία φορὰ ὅσοι ἔχουν μπλὸκ τῆς ἐκδρομῆς νὰ τὰ παραδώσουν ὡς αὔριο Πέμπτη βράδυ στὸ Σοσιαλιστικὸ Βιβλιοπωλεῖο, προκειμένου νὰ κανονιστεῖ τὸ συσσίτιο. [537,1892,1011,1962]
section-divider [34,1345,251,1354]
slogan-item: 21. Κάτω τὰ κάτεργα τῶν καπιταλιστῶν. Κάτω οἱ ἐξορίες. Κάτω τὸ Καλπάκι ! [268,1338,497,1381]
doctor-address: Γερανίου 38 [312,2046,453,2071]
slogan-item: 3. Ἐνάντια στὴν κούρσα τῶν ἐξοπλισμῶν καὶ τὸν ἰμπεριαλιστικὸ πόλεμο ! Ζήτω ἡ ἀδελφοσύνη τῶν λαῶν ! [268,346,497,404]
slogan-item: 8. Οἱ σοσιαλπατριῶτες — λακέδες τῆς μπουρζουαζίας. Κάτω οἱ προδότες τῆς ἐργατικῆς τάξης ! [268,644,497,688]
cinema-listing: ΡΟΖΙΚΛΑΙΡ «Τὰ πάθη τοῦ Χριστοῦ» [34,1729,233,1742]
cinema-listing: ΑΤΤΙΚΟΝ «Ὅταν ἡ σὰρξ ὑποκύπτει μὲ τὸν Γιάνιγκς» [34,1517,245,1546]
pancastrol-person: ΠΕΤΡΟΣ ΝΤΟΥΡΑΤΟΣ [63,2262,222,2277]
article-paragraph: — Νά, δὲ λέω... Μὰ ξαίρεις ἀπὸ τί γίνεται ; Ἐγὼ ἤμουνα μιὰ φορὰ κατὰ τύχη περαστικὸς ἀπὸ τὸν τόπο μιᾶς τέτοιας συγκέντρωσης καὶ εἶδα μὲ τὰ μάτια μου τί θὰ πῆ κόκκινη Πρωτομαγιά. [34,647,251,731]
main-headline-line2: ΑΛΛΑ ΝΑ ΑΓΩΝΙΣΤΟΥΜΕ ΚΑΤΑ ΤΟΥ ΙΜΠΕΡΙΑΛΙΣΜΟΥ [594,147,1221,221]
cinema-listing: ΚΟΣΜΟΣ «Ἡ ἄγνωστος» [34,1680,173,1694]
workers-club-notice-box [516,1802,1031,2301]
